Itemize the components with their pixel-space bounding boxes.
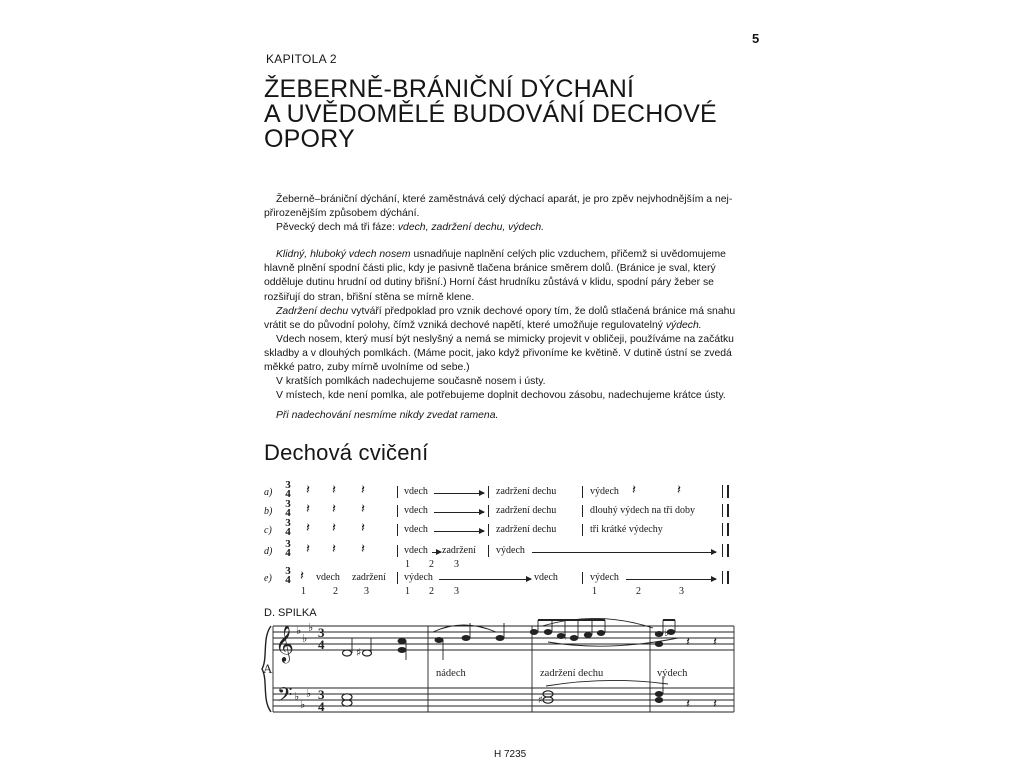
rest-icon: 𝄽 (713, 635, 717, 650)
barline (488, 545, 489, 557)
rest-icon: 𝄽 (361, 483, 365, 498)
count-number: 1 (405, 559, 410, 570)
barline (582, 524, 583, 536)
rest-icon: 𝄽 (686, 635, 690, 650)
rest-icon: 𝄽 (332, 502, 336, 517)
barline (397, 572, 398, 584)
exercise-text: výdech (404, 572, 433, 583)
chapter-label: KAPITOLA 2 (266, 52, 337, 66)
paragraph-line (264, 248, 764, 262)
flat-icon: ♭ (664, 628, 669, 639)
title-line-2: A UVĚDOMĚLÉ BUDOVÁNÍ DECHOVÉ (264, 100, 717, 128)
text-run-italic: Při nadechování nesmíme nikdy zvedat ramena. (276, 410, 499, 422)
barline (488, 524, 489, 536)
note-head (496, 635, 505, 641)
rest-icon: 𝄽 (332, 521, 336, 536)
body-text (264, 193, 764, 423)
text-run-italic: Zadržení dechu (276, 305, 349, 317)
note-head (655, 691, 663, 697)
final-barline (722, 523, 729, 536)
exercise-row-d (264, 538, 734, 570)
count-number: 1 (405, 586, 410, 597)
arrow-icon (626, 579, 716, 580)
exercise-label: d) (264, 546, 273, 557)
note-head (398, 638, 407, 644)
barline (582, 572, 583, 584)
text-run-italic: výdech. (665, 319, 702, 331)
time-signature: 3 4 (285, 479, 291, 500)
paragraph-line (264, 409, 764, 423)
barline (397, 505, 398, 517)
exercise-text: výdech (496, 545, 525, 556)
count-number: 2 (636, 586, 641, 597)
exercise-text: vdech (404, 545, 428, 556)
arrow-icon (432, 552, 441, 553)
note-head (398, 647, 407, 653)
exercise-text: výdech (590, 486, 619, 497)
rest-icon: 𝄽 (632, 483, 636, 498)
text-run: Pěvecký dech má tři fáze: (276, 222, 398, 234)
exercise-row-e (264, 565, 734, 597)
score-text: zadržení dechu (540, 668, 604, 679)
flat-icon: ♭ (302, 632, 308, 645)
exercise-text: vdech (534, 572, 558, 583)
footer-code: H 7235 (494, 749, 527, 760)
final-barline (722, 485, 729, 498)
paragraph-line: přirozenějším způsobem dýchání. (264, 208, 420, 220)
score-text: nádech (436, 668, 466, 679)
rest-icon: 𝄽 (677, 483, 681, 498)
time-sig-bottom: 4 (318, 637, 325, 652)
note-head (597, 630, 605, 636)
count-number: 3 (679, 586, 684, 597)
count-number: 3 (364, 586, 369, 597)
note-head (462, 635, 471, 641)
page-number: 5 (752, 31, 760, 46)
count-number: 2 (429, 586, 434, 597)
system-label: A (263, 661, 273, 676)
flat-icon: ♭ (306, 687, 312, 700)
note-head (343, 650, 352, 656)
rest-icon: 𝄽 (306, 521, 310, 536)
sharp-icon: ♯ (538, 695, 543, 706)
arrow-icon (439, 579, 531, 580)
text-run-italic: vdech, zadržení dechu, výdech. (397, 222, 544, 234)
rest-icon: 𝄽 (361, 502, 365, 517)
text-run-italic: Klidný, hluboký vdech nosem (276, 249, 411, 261)
exercise-text: zadržení dechu (496, 524, 557, 535)
rest-icon: 𝄽 (306, 502, 310, 517)
time-signature: 3 4 (285, 498, 291, 519)
barline (397, 545, 398, 557)
paragraph-line: odděluje dutinu hrudní od dutiny břišní.) Horní část hrudníku zůstává v klidu, spodní páry žeber se (264, 277, 714, 289)
time-signature: 3 4 (285, 538, 291, 559)
rest-icon: 𝄽 (713, 697, 717, 712)
flat-icon: ♭ (300, 698, 306, 711)
arrow-icon (434, 512, 484, 513)
text-run: usnadňuje naplnění celých plic vzduchem, přičemž si uvědomujeme (410, 249, 726, 261)
paragraph-line (264, 319, 764, 333)
time-sig-top: 3 (318, 625, 325, 640)
exercise-text: zadržení dechu (496, 505, 557, 516)
note-head (570, 635, 578, 641)
exercise-text: vdech (404, 524, 428, 535)
paragraph-line: Žeberně–brániční dýchání, které zaměstnává celý dýchací aparát, je pro zpěv nejvhodnějším a nej- (276, 194, 733, 205)
title-line-3: OPORY (264, 125, 355, 153)
barline (488, 505, 489, 517)
note-head (584, 632, 592, 638)
final-barline (722, 504, 729, 517)
paragraph-line: měkké patro, zuby mírně uvolníme od sebe.) (264, 362, 470, 374)
treble-clef-icon: 𝄞 (275, 624, 294, 662)
exercise-text: zadržení (442, 545, 476, 556)
final-barline (722, 544, 729, 557)
rest-icon: 𝄽 (361, 521, 365, 536)
flat-icon: ♭ (294, 690, 300, 703)
rest-icon: 𝄽 (300, 569, 304, 584)
rest-icon: 𝄽 (686, 697, 690, 712)
title-line-1: ŽEBERNĚ-BRÁNIČNÍ DÝCHANÍ (264, 75, 635, 103)
natural-icon: ♮ (563, 632, 567, 643)
exercise-row-a (264, 479, 734, 500)
note-head (435, 637, 444, 643)
exercise-label: c) (264, 525, 272, 536)
exercise-text: zadržení dechu (496, 486, 557, 497)
text-run: vytváří předpoklad pro vznik dechové opory tím, že dolů stlačená bránice má snahu (348, 305, 736, 317)
time-sig-bottom: 4 (318, 699, 325, 714)
count-number: 2 (429, 559, 434, 570)
bass-clef-icon: 𝄢 (277, 683, 293, 711)
text-run: vrátit se do původní polohy, čímž vzniká dechové napětí, které umožňuje regulovatelný (264, 319, 666, 331)
rest-icon: 𝄽 (306, 542, 310, 557)
time-signature: 3 4 (285, 565, 291, 586)
note-head (363, 650, 372, 656)
rest-icon: 𝄽 (306, 483, 310, 498)
exercise-text: vdech (404, 486, 428, 497)
rest-icon: 𝄽 (361, 542, 365, 557)
paragraph-line: V kratších pomlkách nadechujeme současně nosem i ústy. (276, 376, 546, 388)
music-score (258, 618, 738, 718)
arrow-icon (434, 493, 484, 494)
chapter-title (264, 77, 717, 152)
note-head (655, 631, 663, 637)
exercise-label: e) (264, 573, 272, 584)
paragraph-line: V místech, kde není pomlka, ale potřebujeme doplnit dechovou zásobu, nadechujeme krátce ústy. (276, 390, 726, 402)
paragraph-line (264, 305, 764, 319)
exercise-text: zadržení (352, 572, 386, 583)
count-number: 1 (592, 586, 597, 597)
time-signature: 3 4 (285, 517, 291, 538)
barline (397, 524, 398, 536)
exercise-text: vdech (404, 505, 428, 516)
section-title: Dechová cvičení (264, 440, 429, 465)
paragraph-line: rozšiřují do stran, břišní stěna se mírně klene. (264, 291, 475, 303)
count-number: 3 (454, 559, 459, 570)
rest-icon: 𝄽 (332, 542, 336, 557)
paragraph-line: hlavně plnění spodní části plic, kdy je pasivně tlačena bránice směrem dolů. (Bránice je sval, který (264, 263, 716, 275)
sharp-icon: ♯ (356, 646, 362, 659)
note-head (655, 641, 663, 647)
paragraph-line: Vdech nosem, který musí být neslyšný a nemá se mimicky projevit v obličeji, používáme na začátku (276, 333, 734, 345)
barline (582, 505, 583, 517)
score-text: výdech (657, 668, 688, 679)
arrow-icon (532, 552, 716, 553)
exercise-row-b (264, 498, 734, 519)
count-number: 2 (333, 586, 338, 597)
barline (582, 486, 583, 498)
exercise-label: a) (264, 487, 273, 498)
note-head (544, 629, 552, 635)
exercise-text: dlouhý výdech na tři doby (590, 505, 695, 516)
time-sig-top: 3 (318, 687, 325, 702)
rest-icon: 𝄽 (332, 483, 336, 498)
paragraph-line (264, 221, 764, 235)
note-head (655, 697, 663, 703)
note-head (530, 629, 538, 635)
exercise-row-c (264, 517, 734, 538)
exercise-label: b) (264, 506, 273, 517)
barline (397, 486, 398, 498)
composer-name: D. SPILKA (264, 607, 317, 619)
final-barline (722, 571, 729, 584)
paragraph-line: skladby a v dlouhých pomlkách. (Máme pocit, jako když přivoníme ke květině. V dutině ústní se zvedá (264, 347, 732, 359)
exercise-text: výdech (590, 572, 619, 583)
barline (488, 486, 489, 498)
count-number: 1 (301, 586, 306, 597)
arrow-icon (434, 531, 484, 532)
exercise-text: vdech (316, 572, 340, 583)
flat-icon: ♭ (296, 624, 302, 637)
count-number: 3 (454, 586, 459, 597)
flat-icon: ♭ (308, 621, 314, 634)
exercise-text: tři krátké výdechy (590, 524, 663, 535)
